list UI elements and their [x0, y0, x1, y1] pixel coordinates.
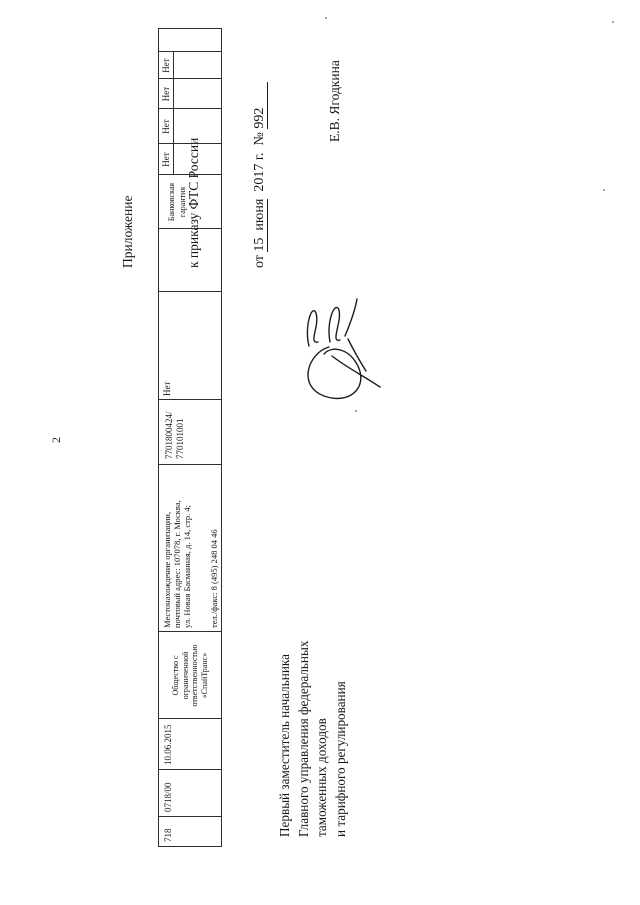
table-cell-bank-guarantee	[159, 174, 221, 229]
table-cell-inn-kpp	[159, 399, 221, 465]
register-table	[158, 28, 222, 847]
cell-text: Нет	[162, 381, 172, 396]
table-cell-entry-date	[159, 718, 221, 770]
cell-text: Нет	[161, 86, 171, 102]
phone-line: тел./факс: 8 (495) 248 04 46	[209, 529, 219, 628]
order-day-month: 15 июня	[252, 198, 267, 252]
table-cell-blank-1	[159, 29, 221, 51]
scan-speck	[603, 189, 605, 191]
appendix-note-line2: к приказу ФТС России	[186, 137, 201, 268]
table-cell-blank-2	[159, 228, 221, 292]
cell-text: Нет	[161, 58, 171, 73]
signatory-title	[276, 599, 350, 837]
table-cell-company-name	[159, 631, 221, 719]
signature	[296, 294, 386, 409]
signature-stroke	[296, 294, 386, 409]
table-cell-net-4	[159, 143, 221, 175]
table-cell-certificate-number	[159, 769, 221, 817]
signatory-title-line: Первый заместитель начальника	[277, 654, 292, 837]
scan-speck	[612, 21, 614, 23]
appendix-note-line1: Приложение	[120, 195, 135, 268]
cell-text: 0718/00	[163, 782, 173, 812]
table-cell-net-2	[159, 78, 221, 109]
cell-text: 718	[163, 828, 173, 842]
table-subrow-divider	[173, 51, 174, 174]
page-number: 2	[49, 437, 63, 443]
signatory-title-line: Главного управления федеральных	[295, 640, 311, 837]
address-line: почтовый адрес: 107078, г. Москва,	[172, 500, 182, 628]
address-line: Местонахождение организации,	[162, 511, 172, 628]
inn-line: 7701800424/	[164, 411, 174, 459]
address-line: ул. Новая Басманная, д. 14, стр. 4;	[182, 504, 192, 628]
order-number: 992	[252, 82, 268, 129]
cell-text: Нет	[161, 152, 171, 167]
table-cell-net-1	[159, 51, 221, 79]
table-cell-net-3	[159, 108, 221, 144]
kpp-line: 770101001	[175, 418, 185, 459]
signatory-title-line: таможенных доходов	[314, 718, 329, 837]
table-cell-net-5	[159, 291, 221, 400]
scan-speck	[355, 410, 357, 412]
cell-text: 10.06.2015	[163, 724, 173, 765]
table-cell-row-number	[159, 816, 221, 847]
cell-text: Банковская гарантия	[167, 182, 187, 222]
cell-text: Нет	[161, 119, 171, 134]
scan-speck	[325, 17, 327, 19]
table-cell-address	[159, 464, 221, 632]
cell-text: Общество с ограниченной ответственностью «СпайТранс»	[171, 644, 209, 707]
signatory-title-line: и тарифного регулирования	[332, 681, 348, 837]
order-date-number-line: от 15 июня 2017 г. № 992	[249, 50, 271, 268]
signatory-name: Е.В. Ягодкина	[327, 60, 342, 142]
